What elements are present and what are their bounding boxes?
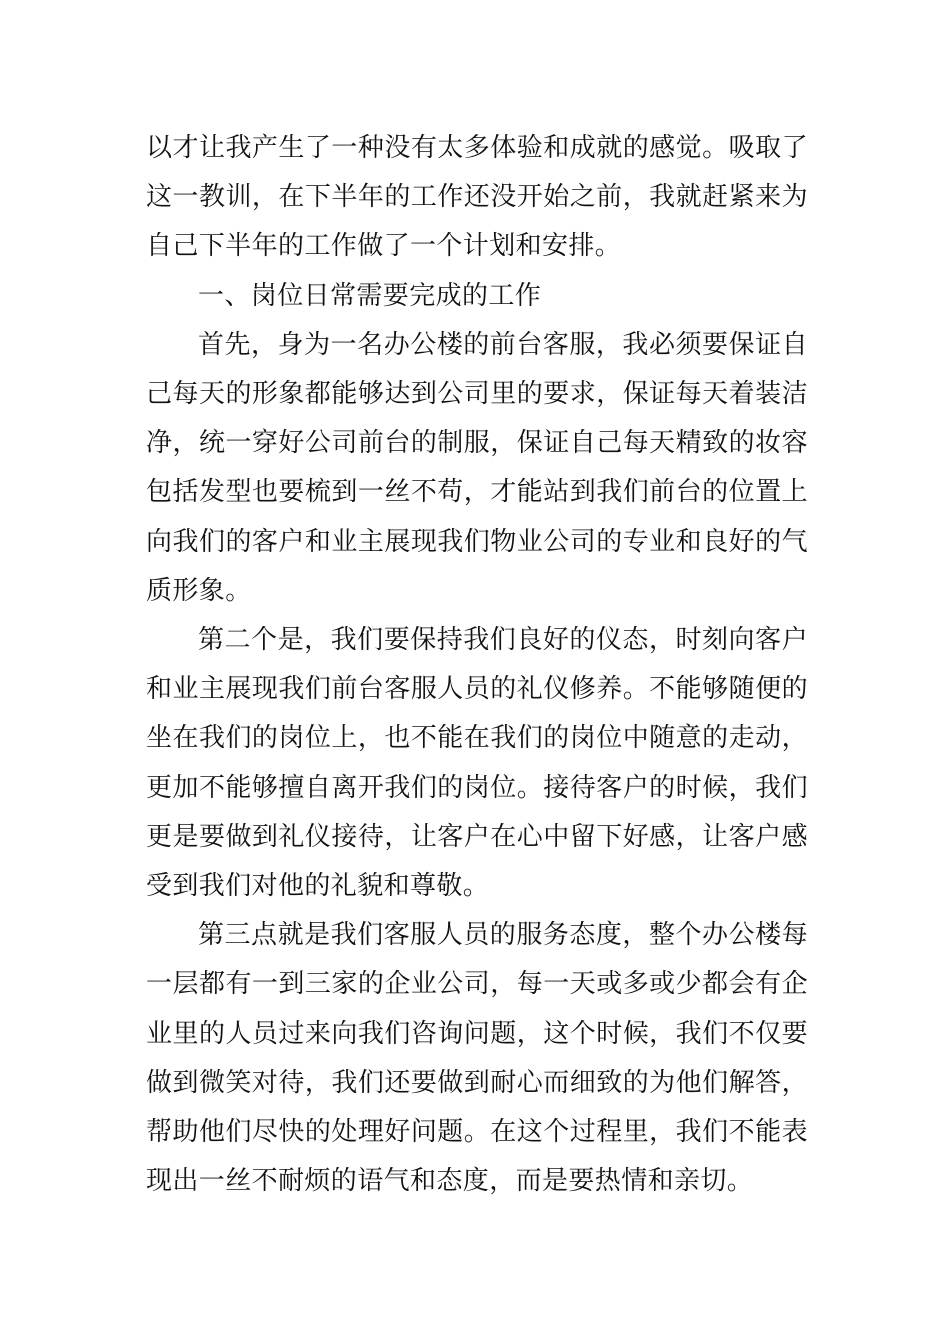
paragraph-second: 第二个是，我们要保持我们良好的仪态，时刻向客户和业主展现我们前台客服人员的礼仪修养。不能够随便的坐在我们的岗位上，也不能在我们的岗位中随意的走动，更加不能够擅自离开我们的岗位。接待客户的时候，我们更是要做到礼仪接待，让客户在心中留下好感，让客户感受到我们对他的礼貌和尊敬。 xyxy=(146,625,808,902)
section-heading: 一、岗位日常需要完成的工作 xyxy=(198,280,542,311)
paragraph-first: 首先，身为一名办公楼的前台客服，我必须要保证自己每天的形象都能够达到公司里的要求，保证每天着装洁净，统一穿好公司前台的制服，保证自己每天精致的妆容包括发型也要梳到一丝不苟，才能站到我们前台的位置上向我们的客户和业主展现我们物业公司的专业和良好的气质形象。 xyxy=(146,329,808,606)
paragraph-continuation: 以才让我产生了一种没有太多体验和成就的感觉。吸取了这一教训，在下半年的工作还没开始之前，我就赶紧来为自己下半年的工作做了一个计划和安排。 xyxy=(146,133,808,262)
document-body xyxy=(146,124,808,1206)
paragraph-third: 第三点就是我们客服人员的服务态度，整个办公楼每一层都有一到三家的企业公司，每一天或多或少都会有企业里的人员过来向我们咨询问题，这个时候，我们不仅要做到微笑对待，我们还要做到耐心而细致的为他们解答，帮助他们尽快的处理好问题。在这个过程里，我们不能表现出一丝不耐烦的语气和态度，而是要热情和亲切。 xyxy=(146,920,808,1197)
